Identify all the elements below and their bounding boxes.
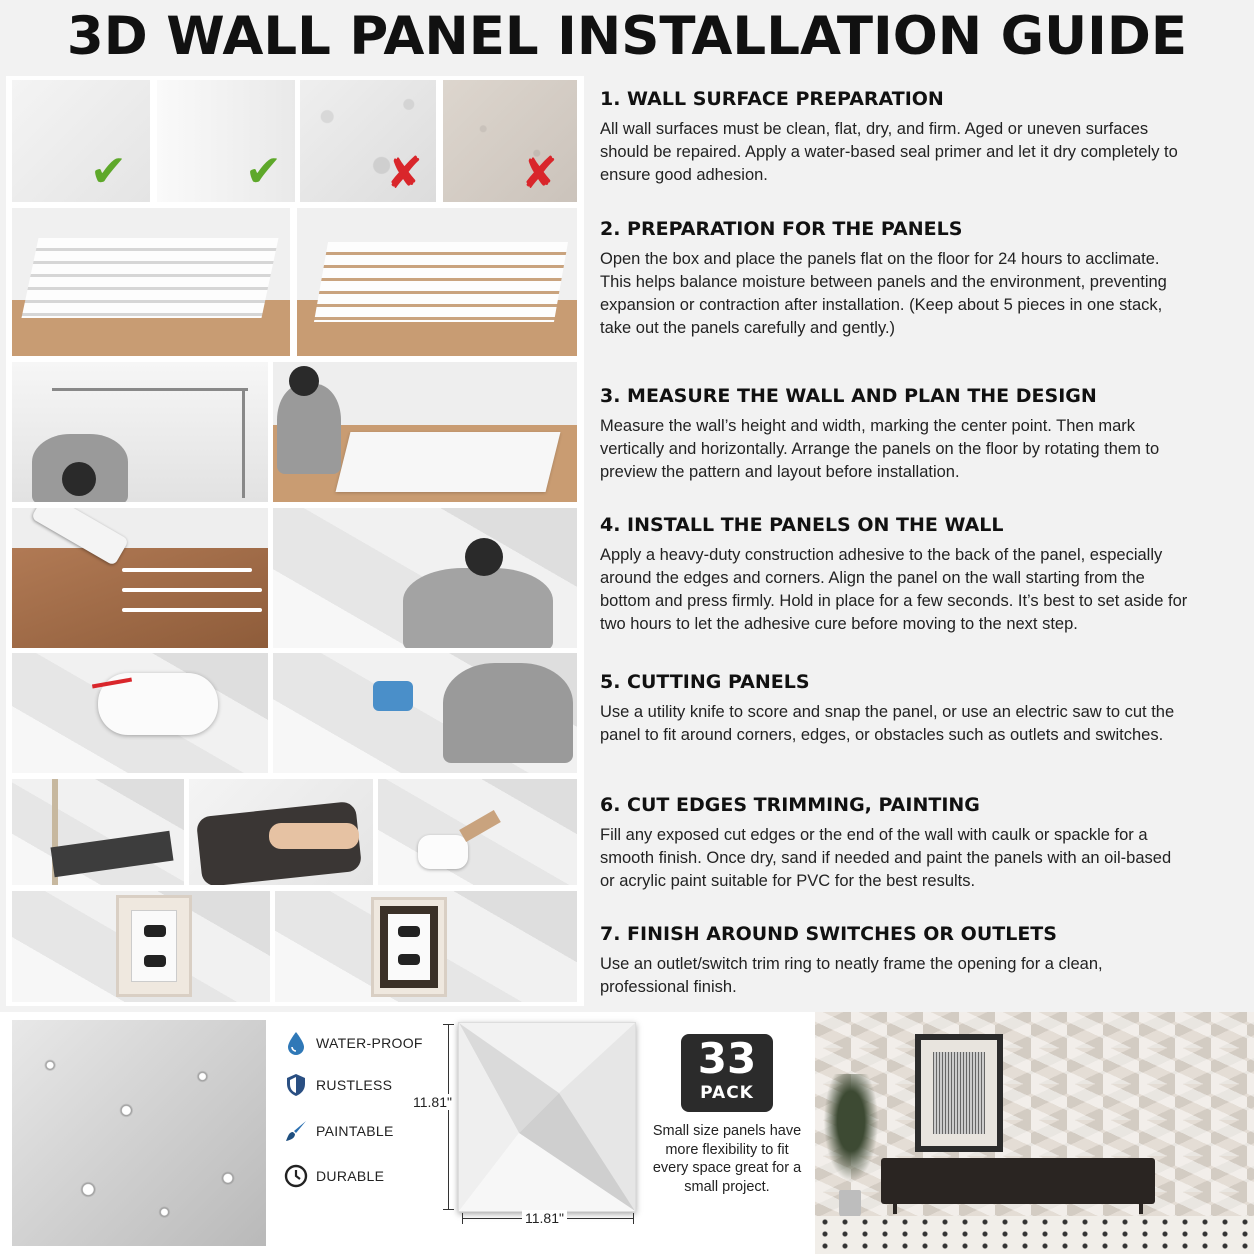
panel-stack bbox=[21, 238, 278, 318]
knife-cutting-photo bbox=[12, 653, 268, 773]
outlet bbox=[388, 914, 430, 980]
height-dimension-line bbox=[448, 1024, 449, 1210]
diamond-panel-pattern bbox=[459, 1023, 635, 1211]
adhesive-photo bbox=[12, 508, 268, 648]
width-dimension-label: 11.81" bbox=[522, 1210, 567, 1226]
feature-rustless bbox=[284, 1070, 392, 1100]
tape-measure bbox=[242, 388, 245, 498]
worker-head bbox=[62, 462, 96, 496]
worker bbox=[403, 568, 553, 648]
cross-icon: ✘ bbox=[386, 148, 423, 199]
gloved-hand bbox=[418, 835, 468, 869]
step-heading: 4. INSTALL THE PANELS ON THE WALL bbox=[600, 514, 1004, 536]
feature-water-proof bbox=[284, 1028, 423, 1058]
saw-cutting-photo bbox=[273, 653, 577, 773]
step-text: Use a utility knife to score and snap the panel, or use an electric saw to cut the panel to fit around corners, edges, or obstacles such as outlets and switches. bbox=[600, 703, 1175, 744]
outlet-socket bbox=[398, 926, 420, 937]
caulk-edge-photo bbox=[12, 779, 184, 885]
panel-tile bbox=[458, 1022, 636, 1212]
feature-label: WATER-PROOF bbox=[316, 1035, 423, 1051]
tv-cabinet bbox=[881, 1158, 1155, 1204]
step-text: Measure the wall’s height and width, marking the center point. Then mark vertically and horizontally. Arrange the panels on the floor by rotating them to preview the pattern and layout before installation. bbox=[600, 417, 1160, 481]
outlet-socket bbox=[144, 955, 166, 967]
step-heading: 3. MEASURE THE WALL AND PLAN THE DESIGN bbox=[600, 385, 1097, 407]
stacked-panels-photo-2 bbox=[297, 208, 577, 356]
outlet-trim-photo-1 bbox=[12, 891, 270, 1002]
plant-pot bbox=[839, 1190, 861, 1218]
step-7 bbox=[600, 923, 1190, 999]
stacked-panels-photo-1 bbox=[12, 208, 290, 356]
water-droplets-photo bbox=[12, 1020, 266, 1246]
step-heading: 5. CUTTING PANELS bbox=[600, 671, 810, 693]
rough-wall-photo bbox=[300, 80, 436, 202]
worker bbox=[277, 384, 341, 474]
clock-icon bbox=[284, 1164, 308, 1188]
adhesive-bead bbox=[122, 608, 262, 612]
step-3 bbox=[600, 385, 1190, 484]
pack-count: 33 bbox=[697, 1034, 757, 1083]
step-5 bbox=[600, 671, 1190, 747]
product-features-strip bbox=[0, 1012, 1254, 1254]
step-text: All wall surfaces must be clean, flat, dry, and firm. Aged or uneven surfaces should be repaired. Apply a water-based seal primer and let it dry completely to ensure good adhesion. bbox=[600, 120, 1178, 184]
step-1 bbox=[600, 88, 1190, 187]
room-photo bbox=[815, 1012, 1254, 1254]
step-2 bbox=[600, 218, 1190, 340]
step-heading: 1. WALL SURFACE PREPARATION bbox=[600, 88, 944, 110]
adhesive-bead bbox=[122, 568, 252, 572]
feature-label: DURABLE bbox=[316, 1168, 385, 1184]
panel-stack bbox=[314, 242, 568, 322]
measuring-wall-photo bbox=[12, 362, 268, 502]
photo-column bbox=[6, 76, 584, 1006]
water-drop-icon bbox=[284, 1031, 308, 1055]
step-text: Fill any exposed cut edges or the end of the wall with caulk or spackle for a smooth finish. Once dry, sand if needed and paint the panels with an oil-based or acrylic paint suitable for PVC for the best results. bbox=[600, 826, 1172, 890]
electric-saw bbox=[373, 681, 413, 711]
feature-label: PAINTABLE bbox=[316, 1123, 394, 1139]
feature-paintable bbox=[284, 1116, 394, 1146]
step-heading: 7. FINISH AROUND SWITCHES OR OUTLETS bbox=[600, 923, 1057, 945]
height-dimension-label: 11.81" bbox=[410, 1094, 455, 1110]
step-heading: 2. PREPARATION FOR THE PANELS bbox=[600, 218, 963, 240]
feature-durable bbox=[284, 1161, 384, 1191]
cross-icon: ✘ bbox=[521, 148, 558, 199]
check-icon: ✔ bbox=[245, 146, 282, 197]
trim-ring bbox=[371, 897, 447, 997]
worker-head bbox=[289, 366, 319, 396]
sanding-photo bbox=[189, 779, 373, 885]
step-text: Use an outlet/switch trim ring to neatly frame the opening for a clean, professional finish. bbox=[600, 955, 1103, 996]
step-4 bbox=[600, 514, 1190, 636]
paint-brush-icon bbox=[284, 1119, 308, 1143]
outlet-socket bbox=[398, 954, 420, 965]
primed-wall-photo bbox=[157, 80, 295, 202]
outlet bbox=[131, 910, 177, 982]
plant bbox=[819, 1074, 883, 1192]
worker bbox=[443, 663, 573, 763]
worker-head bbox=[465, 538, 503, 576]
page-title: 3D WALL PANEL INSTALLATION GUIDE bbox=[66, 6, 1188, 67]
pack-description: Small size panels have more flexibility to fit every space great for a small project. bbox=[652, 1123, 802, 1195]
outlet-box bbox=[380, 906, 438, 988]
step-6 bbox=[600, 794, 1190, 893]
outlet-trim-photo-2 bbox=[275, 891, 577, 1002]
smooth-wall-photo bbox=[12, 80, 150, 202]
adhesive-bead bbox=[122, 588, 262, 592]
putty-knife bbox=[50, 831, 173, 877]
painting-photo bbox=[378, 779, 577, 885]
pack-label: PACK bbox=[700, 1083, 754, 1103]
step-text: Open the box and place the panels flat on the floor for 24 hours to acclimate. This helps balance moisture between panels and the environment, preventing expansion or contraction after installation. (Keep about 5 pieces in one stack, take out the panels carefully and gently.) bbox=[600, 250, 1167, 337]
trim-ring bbox=[116, 895, 192, 997]
tape-measure bbox=[52, 388, 248, 391]
installing-panel-photo bbox=[273, 508, 577, 648]
hand bbox=[269, 823, 359, 849]
textured-wall-photo bbox=[443, 80, 577, 202]
pack-badge bbox=[681, 1034, 773, 1112]
panel-layout bbox=[336, 432, 561, 492]
paint-brush bbox=[459, 810, 501, 842]
check-icon: ✔ bbox=[90, 146, 127, 197]
step-heading: 6. CUT EDGES TRIMMING, PAINTING bbox=[600, 794, 980, 816]
shield-icon bbox=[284, 1073, 308, 1097]
wall-art bbox=[915, 1034, 1003, 1152]
step-text: Apply a heavy-duty construction adhesive to the back of the panel, especially around the edges and corners. Align the panel on the wall starting from the bottom and press firmly. Hold in place for a few seconds. It’s best to set aside for two hours to let the adhesive cure before moving to the next step. bbox=[600, 546, 1188, 633]
outlet-socket bbox=[144, 925, 166, 937]
layout-floor-photo bbox=[273, 362, 577, 502]
rug bbox=[815, 1216, 1254, 1254]
feature-label: RUSTLESS bbox=[316, 1077, 393, 1093]
